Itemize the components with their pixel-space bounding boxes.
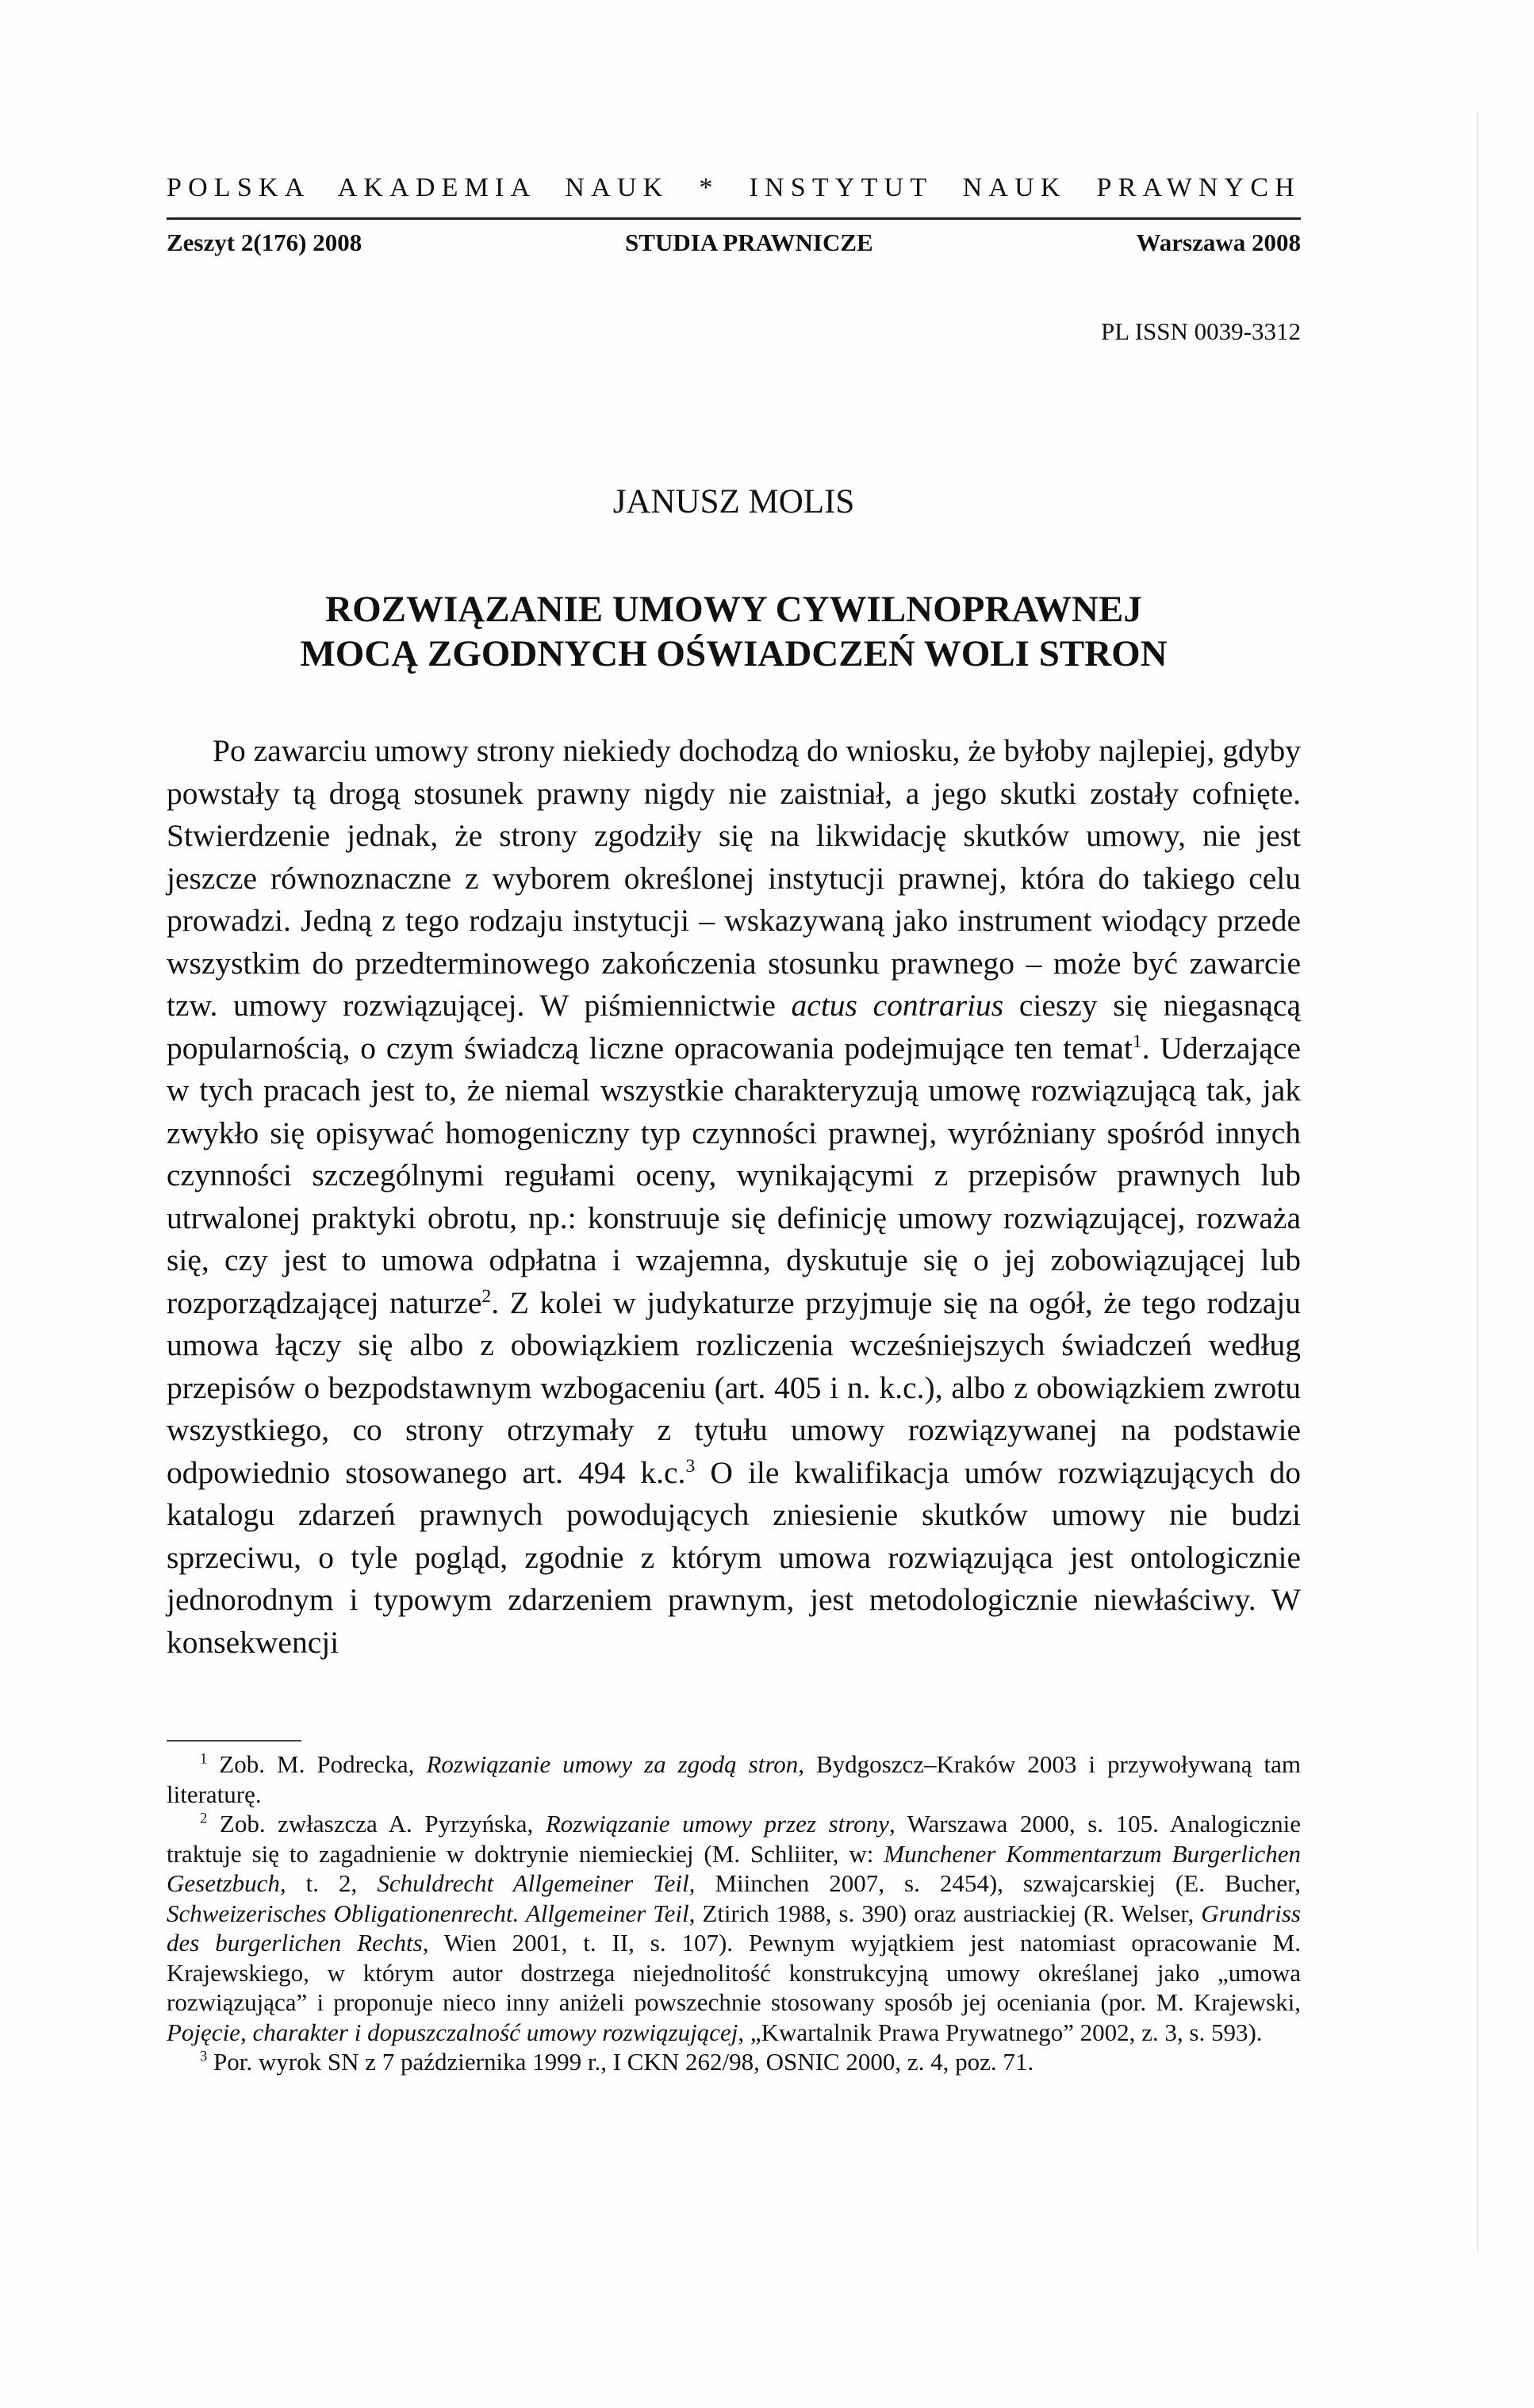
text-run: Zob. zwłaszcza A. Pyrzyńska, [207, 1810, 546, 1838]
text-run: , „Kwartalnik Prawa Prywatnego” 2002, z. 3, s. 593). [738, 2018, 1263, 2046]
cited-title: Pojęcie, charakter i dopuszczalność umowy rozwiązującej [167, 2018, 738, 2046]
footnote-ref-1[interactable]: 1 [1132, 1031, 1142, 1052]
paragraph [167, 730, 1301, 1664]
cited-title: Grundriss des burgerlichen Rechts [167, 1899, 1301, 1957]
text-run: Por. wyrok SN z 7 października 1999 r., I CKN 262/98, OSNIC 2000, z. 4, poz. 71. [207, 2048, 1034, 2076]
italic-term: actus contrarius [791, 988, 1004, 1023]
issue-number: Zeszyt 2(176) 2008 [167, 229, 362, 256]
title-line-1: ROZWIĄZANIE UMOWY CYWILNOPRAWNEJ [325, 589, 1142, 630]
journal-name: STUDIA PRAWNICZE [625, 229, 873, 256]
text-run: Po zawarciu umowy strony niekiedy dochodzą do wniosku, że byłoby najlepiej, gdyby powstały tą drogą stosunek prawny nigdy nie zaistniał, a jego skutki zostały cofnięte. Stwierdzenie jednak, że strony zgodziły się na likwidację skutków umowy, nie jest jeszcze równoznaczne z wyborem określonej instytucji prawnej, która do takiego celu prowadzi. Jedną z tego rodzaju instytucji – wskazywaną jako instrument wiodący przede wszystkim do przedterminowego zakończenia stosunku prawnego – może być zawarcie tzw. umowy rozwiązującej. W piśmiennictwie [167, 733, 1301, 1023]
footnote-ref-3[interactable]: 3 [685, 1455, 696, 1477]
text-run: cieszy się niegasnącą popularnością, o czym świadczą liczne opracowania podejmujące ten temat [167, 988, 1301, 1066]
text-run: O ile kwalifikacja umów rozwiązujących do katalogu zdarzeń prawnych powodujących zniesienie skutków umowy nie budzi sprzeciwu, o tyle pogląd, zgodnie z którym umowa rozwiązująca jest ontologicznie jednorodnym i typowym zdarzeniem prawnym, jest metodologicznie niewłaściwy. W konsekwencji [167, 1454, 1302, 1660]
title-line-2: MOCĄ ZGODNYCH OŚWIADCZEŃ WOLI STRON [300, 633, 1168, 674]
author-name: JANUSZ MOLIS [612, 483, 855, 520]
masthead: POLSKA AKADEMIA NAUK * INSTYTUT NAUK PRAWNYCH [167, 173, 1301, 202]
footnote-rule [167, 1740, 301, 1742]
cited-title: Munchener Kommentarzum Burgerlichen Gesetzbuch [167, 1839, 1301, 1897]
header-rule [167, 217, 1301, 220]
footnote-1 [167, 1749, 1301, 1809]
text-run: Zob. M. Podrecka, [207, 1750, 427, 1778]
article-body [167, 730, 1301, 1664]
cited-title: Schweizerisches Obligationenrecht. Allgemeiner Teil [167, 1899, 689, 1927]
text-run: , Bydgoszcz–Kraków 2003 i przywoływaną tam literaturę. [167, 1750, 1302, 1808]
cited-title: Rozwiązanie umowy za zgodą stron [426, 1750, 799, 1778]
issue-line [167, 229, 1301, 257]
footnote-2 [167, 1809, 1301, 2047]
footnote-mark: 1 [200, 1750, 208, 1768]
text-run: . Uderzające w tych pracach jest to, że niemal wszystkie charakteryzują umowę rozwiązującą tak, jak zwykło się opisywać homogeniczny typ czynności prawnej, wyróżniany spośród innych czynności szczególnymi regułami oceny, wynikającymi z przepisów prawnych lub utrwalonej praktyki obrotu, np.: konstruuje się definicję umowy rozwiązującej, rozważa się, czy jest to umowa odpłatna i wzajemna, dyskutuje się o jej zobowiązującej lub rozporządzającej naturze [167, 1030, 1301, 1320]
text-run: , Ztirich 1988, s. 390) oraz austriackiej (R. Welser, [688, 1899, 1202, 1927]
text-run: . Z kolei w judykaturze przyjmuje się na ogół, że tego rodzaju umowa łączy się albo z obowiązkiem rozliczenia wcześniejszych świadczeń według przepisów o bezpodstawnym wzbogaceniu (art. 405 i n. k.c.), albo z obowiązkiem zwrotu wszystkiego, co strony otrzymały z tytułu umowy rozwiązywanej na podstawie odpowiednio stosowanego art. 494 k.c. [167, 1285, 1301, 1490]
footnote-mark: 2 [200, 1810, 208, 1827]
article-title [167, 587, 1301, 676]
footnote-ref-2[interactable]: 2 [481, 1285, 492, 1307]
text-run: , Warszawa 2000, s. 105. Analogicznie traktuje się to zagadnienie w doktrynie niemieckiej (M. Schliiter, w: [167, 1810, 1301, 1868]
footnote-mark: 3 [200, 2048, 208, 2065]
cited-title: Rozwiązanie umowy przez strony [545, 1810, 889, 1838]
footnote-3 [167, 2047, 1301, 2077]
text-run: , Wien 2001, t. II, s. 107). Pewnym wyjątkiem jest natomiast opracowanie M. Krajewskiego, w którym autor dostrzega niejednolitość konstrukcyjną umowy określanej jako „umowa rozwiązująca” i proponuje nieco inny aniżeli powszechnie stosowany sposób jej oceniania (por. M. Krajewski, [167, 1929, 1301, 2016]
text-run: Miinchen 2007, s. 2454), szwajcarskiej (E. Bucher, [695, 1869, 1301, 1897]
place-year: Warszawa 2008 [1136, 229, 1301, 256]
footnotes [167, 1749, 1301, 2077]
scan-edge-shadow [1477, 111, 1478, 2253]
issn: PL ISSN 0039-3312 [1100, 317, 1301, 345]
cited-title: Schuldrecht Allgemeiner Teil, [377, 1869, 696, 1897]
text-run: , t. 2, [279, 1869, 378, 1897]
